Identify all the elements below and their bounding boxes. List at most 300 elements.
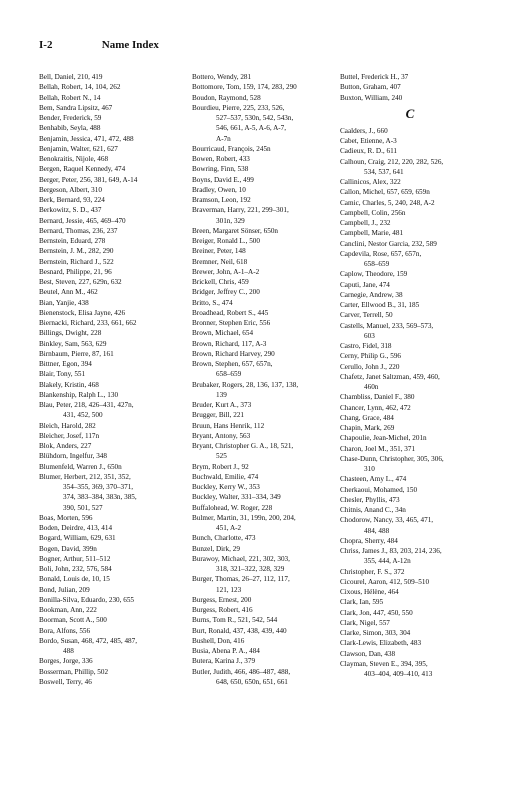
index-entry-text: Christopher, F. S., 372: [340, 567, 405, 576]
index-entry-text: Bienenstock, Elisa Jayne, 426: [39, 308, 126, 317]
index-entry-text: Brewer, John, A-1–A-2: [192, 267, 260, 276]
index-entry-text: Chapin, Mark, 269: [340, 424, 395, 432]
index-entry-text: Bordo, Susan, 468, 472, 485, 487,: [39, 636, 138, 645]
index-entry: [192, 646, 332, 656]
index-entry-text: Carnegie, Andrew, 38: [340, 290, 403, 299]
index-entry-text: Bosserman, Phillip, 502: [39, 667, 109, 676]
index-entry-text: Besnard, Philippe, 21, 96: [39, 267, 112, 276]
index-entry: [39, 257, 179, 267]
index-entry: [39, 123, 179, 133]
index-entry-text: Breiger, Ronald L., 500: [192, 237, 260, 245]
index-entry: [192, 421, 332, 431]
index-entry: [340, 82, 480, 92]
index-entry-continuation: 139: [216, 390, 227, 399]
index-entry-text: Bernard, Jessie, 465, 469–470: [39, 216, 126, 225]
index-entry: [340, 198, 480, 208]
index-entry: [39, 72, 179, 82]
index-entry: [39, 533, 179, 543]
index-entry: [340, 93, 480, 103]
index-entry-text: Birnbaum, Pierre, 87, 161: [39, 349, 114, 358]
index-entry: [39, 441, 179, 451]
index-entry-text: Blumer, Herbert, 212, 351, 352,: [39, 472, 131, 481]
index-entry-text: Clarke, Simon, 303, 304: [340, 629, 411, 637]
index-entry-text: Brown, Michael, 654: [192, 329, 254, 338]
index-entry: [340, 208, 480, 218]
index-entry-text: Boswell, Terry, 46: [39, 677, 92, 686]
index-entry-continuation: 354–355, 369, 370–371,: [63, 483, 134, 491]
index-entry-text: Bottero, Wendy, 281: [192, 73, 252, 81]
index-entry-text: Buttel, Frederick H., 37: [340, 73, 409, 81]
index-entry: [340, 269, 480, 279]
index-entry-text: Burns, Tom R., 521, 542, 544: [192, 616, 278, 625]
index-entry-text: Bittner, Egon, 394: [39, 360, 92, 368]
index-entry: [39, 267, 179, 277]
index-entry: [192, 144, 332, 154]
index-entry-text: Chesler, Phyllis, 473: [340, 495, 400, 504]
index-entry-text: Blankenship, Ralph L., 130: [39, 390, 119, 399]
index-entry-text: Bronner, Stephen Eric, 556: [192, 319, 271, 327]
index-entry: [39, 400, 179, 421]
index-entry: [39, 605, 179, 615]
index-entry: [39, 626, 179, 636]
index-entry-continuation: 648, 650, 650n, 651, 661: [216, 677, 288, 686]
index-entry-text: Chriss, James J., 83, 203, 214, 236,: [340, 547, 442, 555]
index-entry-text: Camic, Charles, 5, 240, 248, A-2: [340, 198, 435, 207]
index-entry: [192, 236, 332, 246]
index-entry-text: Blair, Tony, 551: [39, 370, 86, 379]
index-entry: [39, 164, 179, 174]
index-entry: [340, 249, 480, 270]
index-entry-text: Button, Graham, 407: [340, 83, 401, 92]
index-entry-continuation: 374, 383–384, 383n, 385,: [63, 493, 137, 502]
index-entry: [192, 667, 332, 688]
index-entry-text: Cadieux, R. D., 611: [340, 147, 398, 156]
index-entry: [340, 618, 480, 628]
index-entry-text: Bramson, Leon, 192: [192, 196, 251, 204]
index-entry: [192, 349, 332, 359]
index-entry-continuation: 318, 321–322, 328, 329: [216, 565, 285, 573]
index-entry-continuation: 527–537, 530n, 542, 543n,: [216, 114, 294, 122]
index-entry-text: Bell, Daniel, 210, 419: [39, 73, 103, 81]
index-entry: [340, 597, 480, 607]
index-entry: [39, 421, 179, 431]
index-entry: [340, 239, 480, 249]
index-entry: [340, 659, 480, 680]
index-entry-text: Binkley, Sam, 563, 629: [39, 339, 107, 348]
index-entry: [340, 515, 480, 536]
index-entry-text: Brubaker, Rogers, 28, 136, 137, 138,: [192, 380, 299, 389]
index-entry: [39, 636, 179, 657]
index-entry: [39, 195, 179, 205]
index-entry: [39, 175, 179, 185]
index-entry-text: Berk, Bernard, 93, 224: [39, 196, 105, 204]
index-entry: [340, 485, 480, 495]
index-entry: [39, 656, 179, 666]
index-entry-text: Bleich, Harold, 282: [39, 421, 96, 430]
index-entry: [39, 308, 179, 318]
index-entry: [340, 495, 480, 505]
index-entry: [192, 164, 332, 174]
index-entry-text: Bernstein, J. M., 282, 290: [39, 247, 114, 256]
index-entry-continuation: 121, 123: [216, 585, 242, 594]
index-entry-text: Clawson, Dan, 438: [340, 649, 396, 658]
index-entry-text: Bryant, Christopher G. A., 18, 521,: [192, 442, 294, 450]
index-entry-text: Boyns, David E., 499: [192, 175, 254, 184]
index-entry-text: Brown, Richard Harvey, 290: [192, 349, 275, 358]
index-entry: [340, 72, 480, 82]
index-entry-text: Campbell, Colin, 256n: [340, 208, 406, 217]
index-entry-text: Benjamin, Jessica, 471, 472, 488: [39, 134, 134, 143]
index-entry-text: Burgess, Ernest, 200: [192, 595, 252, 604]
index-entry: [192, 636, 332, 646]
index-entry: [192, 93, 332, 103]
index-entry: [340, 413, 480, 423]
index-entry-text: Biernacki, Richard, 233, 661, 662: [39, 319, 137, 327]
index-entry-text: Beutel, Ann M., 462: [39, 288, 98, 297]
index-entry: [340, 157, 480, 178]
index-entry-continuation: 301n, 329: [216, 216, 245, 225]
index-entry: [192, 544, 332, 554]
index-entry-text: Chapoulie, Jean-Michel, 201n: [340, 434, 427, 443]
index-entries: [340, 126, 480, 680]
index-entry-text: Broadhead, Robert S., 445: [192, 308, 269, 317]
index-entry-text: Bushell, Don, 416: [192, 636, 245, 645]
index-entry: [340, 577, 480, 587]
index-entry-text: Clark, Ian, 595: [340, 598, 384, 607]
index-entry-text: Bourdieu, Pierre, 225, 233, 526,: [192, 103, 285, 112]
index-entry-text: Brown, Richard, 117, A-3: [192, 339, 267, 348]
index-entry-text: Boudon, Raymond, 528: [192, 93, 261, 102]
index-entry: [340, 587, 480, 597]
index-entry-continuation: 658–659: [216, 370, 242, 379]
index-entry-text: Bergen, Raquel Kennedy, 474: [39, 165, 126, 174]
index-entry: [192, 492, 332, 502]
index-entry-text: Charon, Joel M., 351, 371: [340, 444, 416, 453]
index-entry: [192, 441, 332, 462]
index-entry: [340, 126, 480, 136]
index-entry: [192, 195, 332, 205]
index-entry: [39, 144, 179, 154]
index-entry: [192, 298, 332, 308]
index-entry-text: Berger, Peter, 256, 381, 649, A-14: [39, 175, 138, 184]
index-entry: [39, 564, 179, 574]
index-entry: [192, 175, 332, 185]
index-entry-text: Brickell, Chris, 459: [192, 278, 249, 286]
index-entry-text: Canclini, Nestor Garcia, 232, 589: [340, 239, 437, 248]
index-entry: [192, 339, 332, 349]
page-number: I-2: [39, 39, 53, 51]
index-entry-text: Clark, Jon, 447, 450, 550: [340, 608, 413, 617]
index-entry-text: Castells, Manuel, 233, 569–573,: [340, 321, 434, 330]
index-entry-continuation: 484, 488: [364, 526, 390, 535]
index-entry: [39, 677, 179, 687]
index-entry-text: Clark-Lewis, Elizabeth, 483: [340, 639, 422, 648]
index-entry: [192, 267, 332, 277]
index-entry: [39, 359, 179, 369]
index-entry-text: Chase-Dunn, Christopher, 305, 306,: [340, 454, 444, 463]
index-entry: [192, 72, 332, 82]
index-entry-text: Bleicher, Josef, 117n: [39, 431, 100, 440]
index-entry-continuation: 355, 444, A-12n: [364, 557, 411, 566]
index-entry: [192, 554, 332, 575]
index-entry-text: Berkowitz, S. D., 437: [39, 206, 102, 215]
index-entry-text: Burawoy, Michael, 221, 302, 303,: [192, 554, 290, 563]
index-entry: [192, 205, 332, 226]
index-entry-text: Bonilla-Silva, Eduardo, 230, 655: [39, 595, 135, 604]
index-entry-text: Chafetz, Janet Saltzman, 459, 460,: [340, 372, 440, 381]
index-entry: [192, 410, 332, 420]
index-entry-text: Bryant, Antony, 563: [192, 431, 251, 440]
index-entry: [192, 226, 332, 236]
index-entry: [340, 433, 480, 443]
index-entry-text: Butler, Judith, 466, 486–487, 488,: [192, 667, 291, 676]
index-entry: [39, 277, 179, 287]
index-entry: [192, 503, 332, 513]
index-entry-text: Brown, Stephen, 657, 657n,: [192, 360, 273, 368]
index-entry-text: Buckley, Kerry W., 353: [192, 483, 260, 491]
index-entry: [340, 362, 480, 372]
index-entry-continuation: 460n: [364, 383, 379, 391]
index-entry: [39, 615, 179, 625]
index-entry-text: Bem, Sandra Lipsitz, 467: [39, 103, 113, 112]
index-entry-text: Blau, Peter, 218, 426–431, 427n,: [39, 401, 134, 409]
index-entry: [340, 280, 480, 290]
index-entry-text: Burger, Thomas, 26–27, 112, 117,: [192, 575, 290, 584]
index-entry: [39, 103, 179, 113]
index-entry-text: Callon, Michel, 657, 659, 659n: [340, 188, 430, 197]
index-entry-text: Chodorow, Nancy, 33, 465, 471,: [340, 516, 434, 525]
index-entry-text: Bruder, Kurt A., 373: [192, 401, 252, 409]
index-entry: [192, 656, 332, 666]
index-entry: [192, 185, 332, 195]
index-entry-text: Chitnis, Anand C., 34n: [340, 506, 406, 514]
index-entry-text: Chancer, Lynn, 462, 472: [340, 403, 411, 412]
index-entry-text: Cerny, Philip G., 596: [340, 352, 402, 361]
index-entry-text: Billings, Dwight, 228: [39, 329, 102, 338]
index-entry: [340, 146, 480, 156]
index-entry-text: Bowring, Finn, 538: [192, 165, 249, 174]
index-entry-text: Clayman, Steven E., 394, 395,: [340, 659, 428, 668]
index-entry-text: Breen, Margaret Sönser, 650n: [192, 226, 279, 235]
index-entry: [340, 372, 480, 393]
index-entry: [340, 228, 480, 238]
index-entry: [340, 546, 480, 567]
index-entry-text: Benjamin, Walter, 621, 627: [39, 144, 118, 153]
index-entry: [192, 513, 332, 534]
index-entry: [192, 328, 332, 338]
index-entries-top: [340, 72, 480, 103]
index-entry-continuation: 403–404, 409–410, 413: [364, 670, 433, 678]
index-entry: [192, 318, 332, 328]
index-entry: [340, 187, 480, 197]
index-entry: [192, 359, 332, 380]
index-entry: [39, 431, 179, 441]
index-entry: [39, 216, 179, 226]
index-entry: [39, 554, 179, 564]
index-entry: [192, 82, 332, 92]
index-entry-text: Cherkaoui, Mohamed, 150: [340, 485, 418, 494]
index-entry: [39, 451, 179, 461]
index-entry: [39, 339, 179, 349]
index-entry: [340, 177, 480, 187]
index-entry-text: Caplow, Theodore, 159: [340, 270, 408, 279]
index-entry-text: Carter, Ellwood B., 31, 185: [340, 301, 420, 309]
index-entry: [340, 423, 480, 433]
page-header: [39, 39, 159, 51]
section-letter: C: [405, 105, 415, 121]
index-entry-text: Bellah, Robert N., 14: [39, 93, 101, 102]
index-entry: [39, 667, 179, 677]
index-entry: [192, 154, 332, 164]
index-entry: [39, 544, 179, 554]
index-entry-text: Cabet, Etienne, A-3: [340, 137, 397, 145]
index-entry-continuation: 390, 501, 527: [63, 503, 103, 512]
index-entry-text: Bogard, William, 629, 631: [39, 534, 116, 543]
index-entry-text: Bernard, Thomas, 236, 237: [39, 226, 118, 235]
index-entry: [39, 390, 179, 400]
index-entry-text: Bremner, Neil, 618: [192, 257, 248, 266]
index-entry-text: Clark, Nigel, 557: [340, 618, 390, 627]
index-column-2: [192, 72, 332, 687]
index-entry-text: Burgess, Robert, 416: [192, 606, 253, 614]
index-entry: [192, 462, 332, 472]
index-entry: [39, 82, 179, 92]
index-entry-text: Bora, Alfons, 556: [39, 626, 91, 635]
index-entry-text: Bunch, Charlotte, 473: [192, 534, 256, 543]
index-entry-text: Bowen, Robert, 433: [192, 155, 250, 163]
index-entry: [340, 351, 480, 361]
index-entry-text: Bulmer, Martin, 31, 199n, 200, 204,: [192, 513, 296, 522]
index-entry-text: Capdevila, Rose, 657, 657n,: [340, 249, 422, 258]
index-entry: [39, 113, 179, 123]
index-entry: [39, 226, 179, 236]
index-entry-text: Chambliss, Daniel F., 380: [340, 393, 415, 402]
index-entry-text: Bonald, Louis de, 10, 15: [39, 575, 110, 584]
index-entry: [39, 287, 179, 297]
index-entry-text: Bourricaud, François, 245n: [192, 144, 271, 153]
index-entry: [39, 205, 179, 215]
index-entry: [39, 246, 179, 256]
index-entry-continuation: A-7n: [216, 134, 231, 143]
index-entry: [192, 277, 332, 287]
index-entry-text: Bottomore, Tom, 159, 174, 283, 290: [192, 83, 297, 92]
index-entry: [39, 585, 179, 595]
index-entry-text: Calhoun, Craig, 212, 220, 282, 526,: [340, 157, 444, 166]
index-entry: [340, 444, 480, 454]
index-entry-text: Caputi, Jane, 474: [340, 280, 390, 289]
index-entry: [340, 403, 480, 413]
index-entry-text: Bunzel, Dirk, 29: [192, 544, 240, 553]
index-entry-text: Blühdorn, Ingelfur, 348: [39, 452, 107, 461]
index-entry-continuation: 658–659: [364, 260, 390, 268]
index-entry: [340, 505, 480, 515]
index-entry: [39, 185, 179, 195]
index-entry-text: Brym, Robert J., 92: [192, 462, 249, 471]
index-entry: [39, 134, 179, 144]
index-entry-text: Buxton, William, 240: [340, 93, 403, 102]
index-entry: [192, 257, 332, 267]
index-entry: [39, 154, 179, 164]
index-entry-text: Caalders, J., 660: [340, 126, 388, 135]
index-entry: [340, 136, 480, 146]
page-title: Name Index: [101, 39, 159, 51]
index-entry-text: Bridger, Jeffrey C., 200: [192, 288, 260, 297]
index-entry: [39, 513, 179, 523]
index-entry: [340, 341, 480, 351]
index-entry-text: Castro, Fidel, 318: [340, 342, 392, 350]
index-entry: [39, 462, 179, 472]
index-entry: [340, 300, 480, 310]
index-entry-text: Buchwald, Emilie, 474: [192, 472, 259, 481]
index-entry: [192, 595, 332, 605]
index-entry: [192, 482, 332, 492]
index-entry: [340, 310, 480, 320]
index-entry-text: Butera, Karina J., 379: [192, 657, 256, 666]
index-entry: [39, 380, 179, 390]
index-entry-text: Boorman, Scott A., 500: [39, 616, 107, 625]
index-entry: [340, 628, 480, 638]
index-entry-text: Cixous, Hélène, 464: [340, 588, 399, 596]
index-entry-continuation: 488: [63, 647, 74, 655]
index-column-1: [39, 72, 179, 687]
index-entry: [192, 533, 332, 543]
index-entry-text: Benokraitis, Nijole, 468: [39, 155, 109, 163]
index-column-3: [340, 72, 480, 679]
index-entry: [39, 298, 179, 308]
index-entry: [39, 472, 179, 513]
index-entry-continuation: 525: [216, 452, 227, 461]
index-entry: [192, 605, 332, 615]
index-entry: [192, 308, 332, 318]
index-entry: [192, 287, 332, 297]
index-entry: [192, 246, 332, 256]
index-entry: [340, 290, 480, 300]
index-entry: [39, 328, 179, 338]
index-entry-text: Boli, John, 232, 576, 584: [39, 565, 112, 573]
index-entry: [340, 454, 480, 475]
index-entry: [192, 103, 332, 144]
index-entry-text: Blok, Anders, 227: [39, 442, 92, 450]
index-entry-continuation: 310: [364, 465, 375, 473]
index-entry-text: Blumenfeld, Warren J., 650n: [39, 462, 122, 471]
index-entry: [192, 431, 332, 441]
index-entry: [39, 236, 179, 246]
index-entry-text: Buckley, Walter, 331–334, 349: [192, 493, 281, 502]
index-entry: [340, 321, 480, 342]
index-entry: [192, 400, 332, 410]
index-entry-continuation: 603: [364, 331, 375, 340]
index-entry: [39, 595, 179, 605]
index-entry-text: Bradley, Owen, 10: [192, 185, 246, 194]
index-entry-text: Borges, Jorge, 336: [39, 657, 93, 666]
index-entry-text: Cicourel, Aaron, 412, 509–510: [340, 577, 430, 586]
index-entry-text: Blakely, Kristin, 468: [39, 380, 99, 389]
index-entry-text: Bookman, Ann, 222: [39, 606, 97, 614]
index-entry-text: Buffalohead, W. Roger, 228: [192, 503, 273, 512]
index-entry: [39, 318, 179, 328]
index-entry-continuation: 431, 452, 500: [63, 411, 103, 420]
index-entry: [340, 649, 480, 659]
index-entry-text: Braverman, Harry, 221, 299–301,: [192, 206, 289, 215]
index-entry-text: Carver, Terrell, 50: [340, 311, 393, 320]
index-entry: [39, 349, 179, 359]
index-entry-text: Boden, Deirdre, 413, 414: [39, 524, 113, 532]
index-entry-continuation: 546, 661, A-5, A-6, A-7,: [216, 124, 287, 133]
index-entry: [340, 536, 480, 546]
index-entry: [39, 93, 179, 103]
index-entry: [39, 574, 179, 584]
index-entry: [340, 608, 480, 618]
